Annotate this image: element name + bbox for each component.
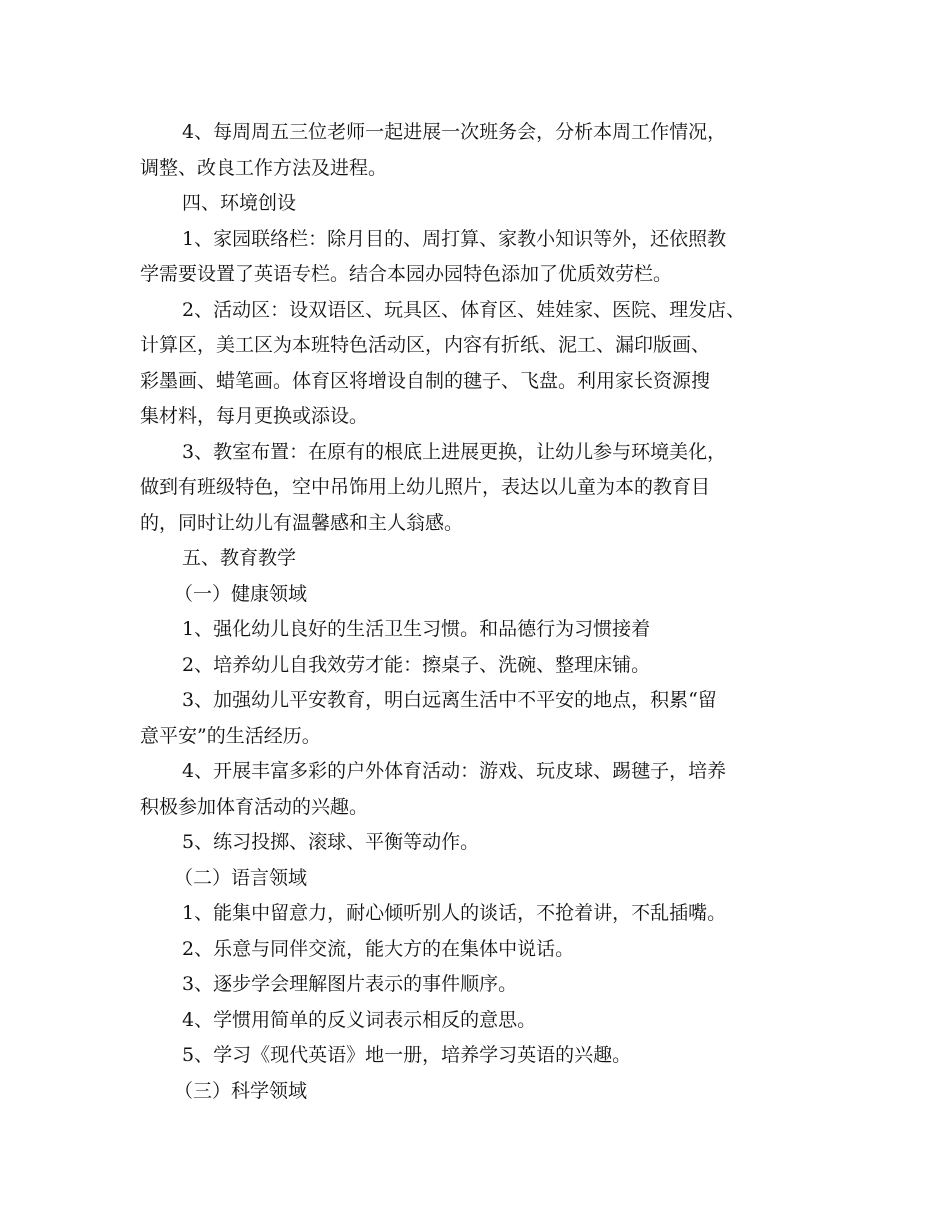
text-line: 调整、改良工作方法及进程。 [140, 156, 388, 179]
text-line: 集材料，每月更换或添设。 [140, 405, 369, 427]
text-line: 3、逐步学会理解图片表示的事件顺序。 [182, 973, 518, 995]
document-body [140, 115, 830, 1109]
text-line: 3、教室布置：在原有的根底上进展更换，让幼儿参与环境美化， [182, 440, 727, 463]
text-line: 做到有班级特色，空中吊饰用上幼儿照片，表达以儿童为本的教育目 [140, 476, 711, 498]
text-line: 3、加强幼儿平安教育，明白远离生活中不平安的地点，积累“留 [182, 689, 717, 711]
text-line: 1、能集中留意力，耐心倾听别人的谈话，不抢着讲，不乱插嘴。 [182, 902, 727, 924]
text-line: 5、练习投掷、滚球、平衡等动作。 [182, 831, 480, 853]
subsection-heading: （一）健康领域 [174, 582, 308, 605]
text-line: 1、家园联络栏：除月目的、周打算、家教小知识等外，还依照教 [182, 227, 727, 250]
text-line: 学需要设置了英语专栏。结合本园办园特色添加了优质效劳栏。 [140, 263, 673, 285]
text-line: 彩墨画、蜡笔画。体育区将增设自制的毽子、飞盘。利用家长资源搜 [140, 369, 711, 392]
text-line: 2、乐意与同伴交流，能大方的在集体中说话。 [182, 937, 575, 960]
text-line: 意平安”的生活经历。 [140, 724, 321, 747]
subsection-heading: （三）科学领域 [174, 1079, 308, 1102]
text-line: 2、培养幼儿自我效劳才能：擦桌子、洗碗、整理床铺。 [182, 653, 651, 676]
text-line: 计算区，美工区为本班特色活动区，内容有折纸、泥工、漏印版画、 [140, 334, 711, 356]
text-line: 4、学惯用简单的反义词表示相反的意思。 [182, 1008, 537, 1031]
text-line: 积极参加体育活动的兴趣。 [140, 795, 369, 818]
text-line: 1、强化幼儿良好的生活卫生习惯。和品德行为习惯接着 [182, 618, 651, 640]
section-heading: 四、环境创设 [182, 192, 297, 214]
text-line: 4、每周周五三位老师一起进展一次班务会，分析本周工作情况， [182, 121, 727, 143]
subsection-heading: （二）语言领域 [174, 866, 308, 889]
text-line: 5、学习《现代英语》地一册，培养学习英语的兴趣。 [182, 1044, 632, 1066]
text-line: 2、活动区：设双语区、玩具区、体育区、娃娃家、医院、理发店、 [182, 298, 746, 321]
text-line: 4、开展丰富多彩的户外体育活动：游戏、玩皮球、踢毽子，培养 [182, 760, 727, 782]
text-line: 的，同时让幼儿有温馨感和主人翁感。 [140, 511, 464, 534]
section-heading: 五、教育教学 [182, 547, 297, 569]
